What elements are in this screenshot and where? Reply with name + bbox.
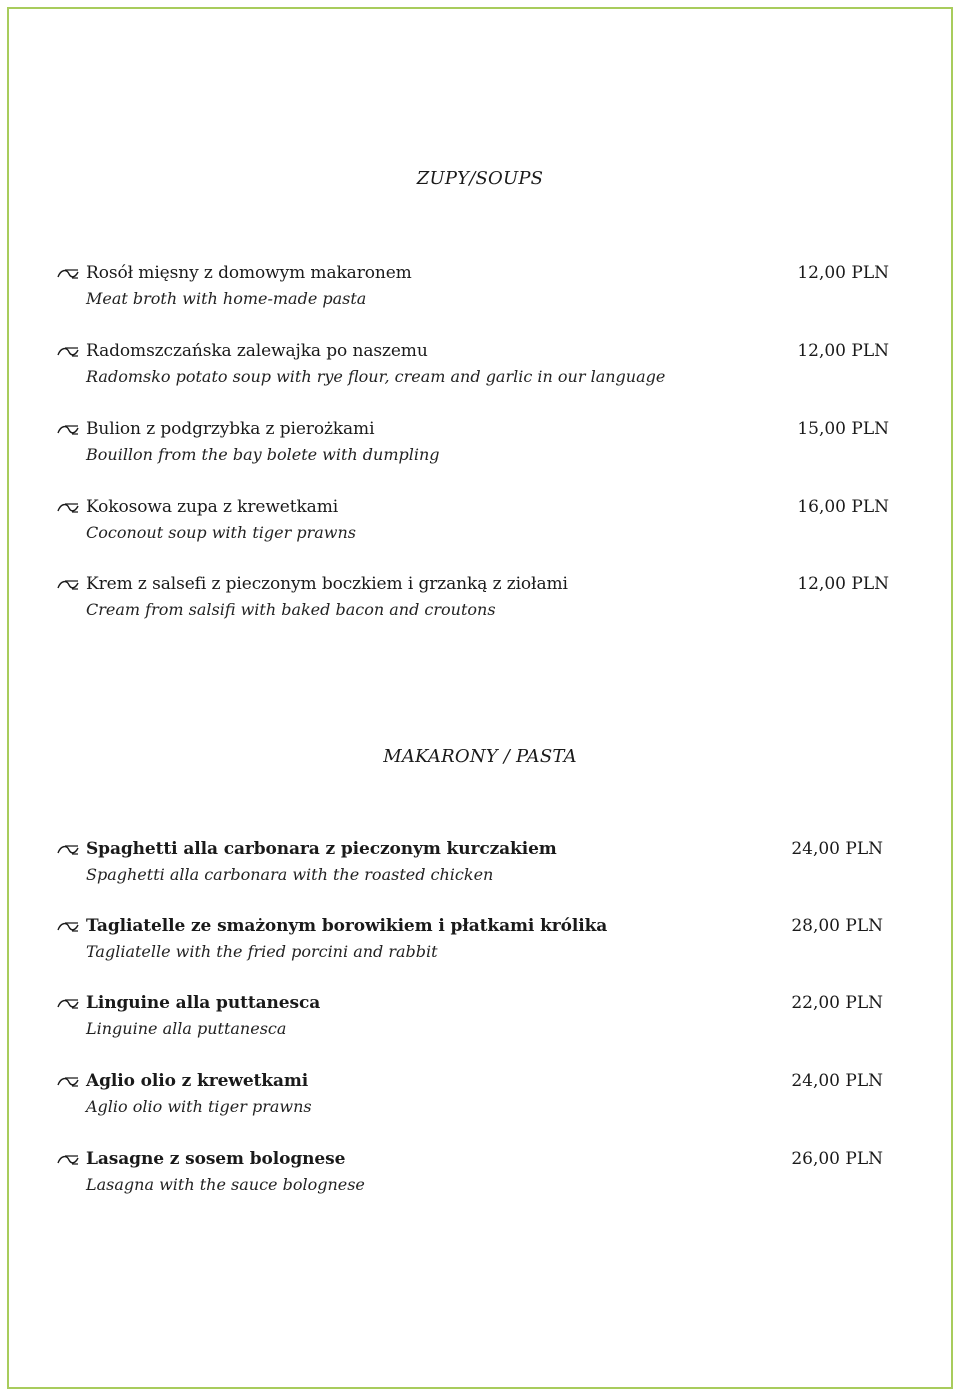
- dish-price: 12,00 PLN: [797, 341, 889, 361]
- menu-item: [56, 574, 891, 626]
- menu-item: [56, 993, 891, 1045]
- dish-name-pl: Aglio olio z krewetkami: [86, 1071, 309, 1091]
- dish-name-en: Coconout soup with tiger prawns: [86, 523, 356, 542]
- dish-name-en: Aglio olio with tiger prawns: [86, 1097, 312, 1116]
- dish-name-pl: Kokosowa zupa z krewetkami: [86, 497, 339, 517]
- dish-price: 15,00 PLN: [797, 419, 889, 439]
- flourish-bullet-icon: [56, 1071, 80, 1093]
- flourish-bullet-icon: [56, 993, 80, 1015]
- dish-name-pl: Tagliatelle ze smażonym borowikiem i płatkami królika: [86, 916, 608, 936]
- dish-name-pl: Bulion z podgrzybka z pierożkami: [86, 419, 375, 439]
- menu-item: [56, 839, 891, 891]
- dish-name-en: Meat broth with home-made pasta: [86, 289, 367, 308]
- menu-item: [56, 497, 891, 549]
- flourish-bullet-icon: [56, 574, 80, 596]
- menu-item: [56, 263, 891, 315]
- flourish-bullet-icon: [56, 497, 80, 519]
- menu-item: [56, 419, 891, 471]
- dish-price: 24,00 PLN: [791, 839, 883, 859]
- dish-name-en: Spaghetti alla carbonara with the roasted chicken: [86, 865, 494, 884]
- dish-name-pl: Linguine alla puttanesca: [86, 993, 321, 1013]
- dish-price: 12,00 PLN: [797, 263, 889, 283]
- dish-price: 28,00 PLN: [791, 916, 883, 936]
- menu-item: [56, 341, 891, 393]
- dish-name-en: Linguine alla puttanesca: [86, 1019, 287, 1038]
- dish-price: 16,00 PLN: [797, 497, 889, 517]
- dish-price: 12,00 PLN: [797, 574, 889, 594]
- section-title-pasta: MAKARONY / PASTA: [383, 746, 577, 767]
- dish-price: 26,00 PLN: [791, 1149, 883, 1169]
- dish-price: 22,00 PLN: [791, 993, 883, 1013]
- dish-name-pl: Rosół mięsny z domowym makaronem: [86, 263, 412, 283]
- dish-name-pl: Radomszczańska zalewajka po naszemu: [86, 341, 428, 361]
- flourish-bullet-icon: [56, 1149, 80, 1171]
- dish-name-pl: Spaghetti alla carbonara z pieczonym kurczakiem: [86, 839, 557, 859]
- menu-item: [56, 1071, 891, 1123]
- flourish-bullet-icon: [56, 341, 80, 363]
- flourish-bullet-icon: [56, 839, 80, 861]
- section-title-soups: ZUPY/SOUPS: [416, 168, 544, 189]
- dish-name-en: Bouillon from the bay bolete with dumpling: [86, 445, 440, 464]
- dish-name-en: Radomsko potato soup with rye flour, cream and garlic in our language: [86, 367, 666, 386]
- menu-item: [56, 1149, 891, 1201]
- dish-name-pl: Krem z salsefi z pieczonym boczkiem i grzanką z ziołami: [86, 574, 568, 594]
- flourish-bullet-icon: [56, 419, 80, 441]
- dish-name-pl: Lasagne z sosem bolognese: [86, 1149, 346, 1169]
- dish-price: 24,00 PLN: [791, 1071, 883, 1091]
- dish-name-en: Cream from salsifi with baked bacon and croutons: [86, 600, 496, 619]
- flourish-bullet-icon: [56, 916, 80, 938]
- dish-name-en: Lasagna with the sauce bolognese: [86, 1175, 365, 1194]
- dish-name-en: Tagliatelle with the fried porcini and rabbit: [86, 942, 438, 961]
- flourish-bullet-icon: [56, 263, 80, 285]
- menu-item: [56, 916, 891, 968]
